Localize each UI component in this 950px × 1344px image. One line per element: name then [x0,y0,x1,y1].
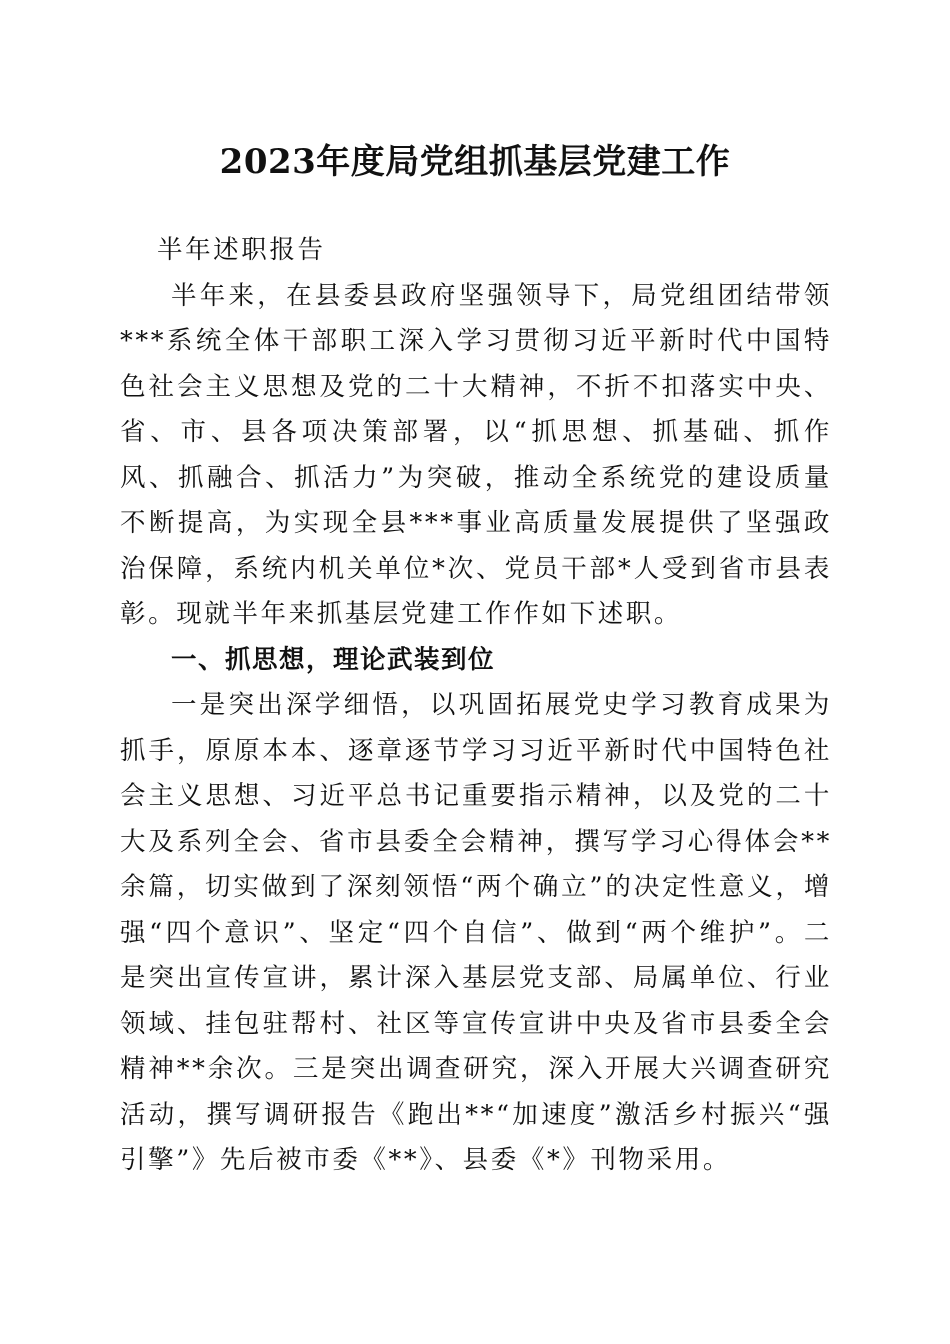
section-paragraph: 一是突出深学细悟，以巩固拓展党史学习教育成果为抓手，原原本本、逐章逐节学习习近平新时代中国特色社会主义思想、习近平总书记重要指示精神，以及党的二十大及系列全会、省市县委全会精神，撰写学习心得体会**余篇，切实做到了深刻领悟“两个确立”的决定性意义，增强“四个意识”、坚定“四个自信”、做到“两个维护”。二是突出宣传宣讲，累计深入基层党支部、局属单位、行业领域、挂包驻帮村、社区等宣传宣讲中央及省市县委全会精神**余次。三是突出调查研究，深入开展大兴调查研究活动，撰写调研报告《跑出**“加速度”激活乡村振兴“强引擎”》先后被市委《**》、县委《*》刊物采用。 [120,690,832,1175]
intro-paragraph: 半年来，在县委县政府坚强领导下，局党组团结带领***系统全体干部职工深入学习贯彻习近平新时代中国特色社会主义思想及党的二十大精神，不折不扣落实中央、省、市、县各项决策部署，以“抓思想、抓基础、抓作风、抓融合、抓活力”为突破，推动全系统党的建设质量不断提高，为实现全县***事业高质量发展提供了坚强政治保障，系统内机关单位*次、党员干部*人受到省市县表彰。现就半年来抓基层党建工作作如下述职。 [120,280,833,629]
document-title: 2023年度局党组抓基层党建工作 [219,142,731,182]
document-body [120,228,832,1184]
section-heading: 一、抓思想，理论武装到位 [171,644,496,675]
document-subtitle: 半年述职报告 [156,235,326,265]
